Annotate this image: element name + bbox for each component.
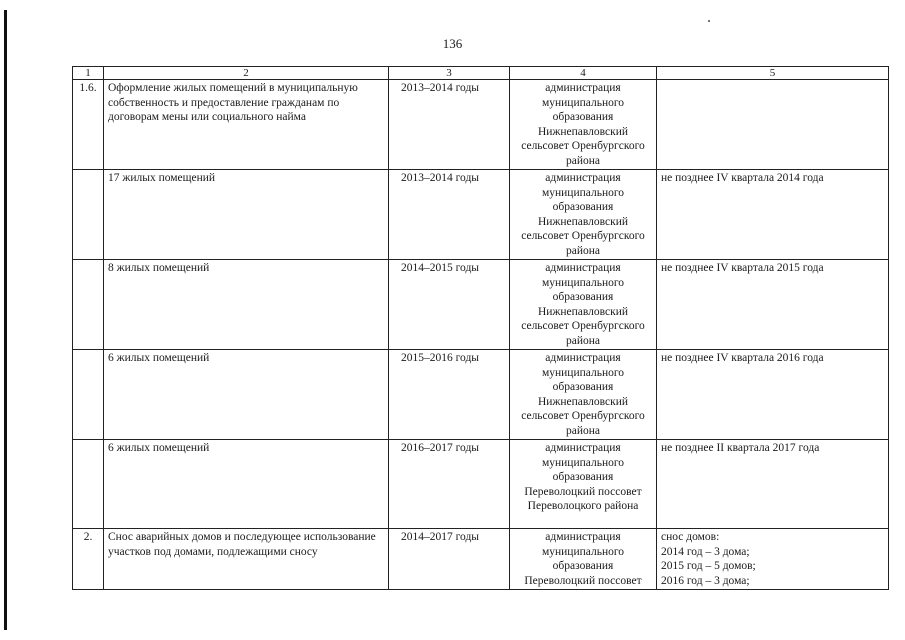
row-number-cell bbox=[73, 170, 104, 260]
executor-line: сельсовет Оренбургского bbox=[521, 410, 645, 422]
executor-cell bbox=[510, 80, 657, 170]
executor-cell bbox=[510, 170, 657, 260]
result-line: не позднее II квартала 2017 года bbox=[661, 442, 820, 454]
executor-line: Переволоцкого района bbox=[527, 500, 639, 512]
executor-line: сельсовет Оренбургского bbox=[521, 230, 645, 242]
executor-cell bbox=[510, 260, 657, 350]
row-number-cell bbox=[73, 260, 104, 350]
result-line: 2015 год – 5 домов; bbox=[661, 560, 756, 572]
executor-line: образования bbox=[552, 291, 614, 303]
table-row bbox=[73, 260, 889, 350]
result-cell bbox=[657, 440, 889, 529]
result-cell bbox=[657, 170, 889, 260]
result-line: не позднее IV квартала 2014 года bbox=[661, 172, 824, 184]
result-line: не позднее IV квартала 2015 года bbox=[661, 262, 824, 274]
table-row bbox=[73, 529, 889, 590]
row-number-cell bbox=[73, 440, 104, 529]
executor-line: Нижнепавловский bbox=[537, 305, 629, 318]
executor-line: администрация bbox=[545, 262, 621, 274]
executor-line: Переволоцкий поссовет bbox=[524, 485, 642, 498]
period-cell: 2014–2017 годы bbox=[389, 529, 510, 590]
result-cell bbox=[657, 260, 889, 350]
period-cell: 2013–2014 годы bbox=[389, 80, 510, 170]
executor-line: муниципального bbox=[541, 456, 625, 469]
result-line: снос домов: bbox=[661, 531, 720, 543]
period-cell: 2013–2014 годы bbox=[389, 170, 510, 260]
header-col-5: 5 bbox=[657, 67, 889, 80]
measures-table bbox=[72, 66, 889, 590]
executor-line: Нижнепавловский bbox=[537, 125, 629, 138]
description-cell: Оформление жилых помещений в муниципальную собственность и предоставление гражданам по договорам мены или социального найма bbox=[104, 80, 389, 170]
row-number-cell: 1.6. bbox=[73, 80, 104, 170]
description-cell: 6 жилых помещений bbox=[104, 440, 389, 529]
scan-edge-shadow bbox=[4, 10, 7, 630]
table-row bbox=[73, 170, 889, 260]
executor-line: Нижнепавловский bbox=[537, 215, 629, 228]
executor-line: муниципального bbox=[541, 366, 625, 379]
executor-line: района bbox=[565, 244, 601, 257]
executor-line: администрация bbox=[545, 82, 621, 94]
executor-line: муниципального bbox=[541, 276, 625, 289]
row-number-cell bbox=[73, 350, 104, 440]
executor-line: образования bbox=[552, 111, 614, 123]
executor-line: администрация bbox=[545, 442, 621, 454]
executor-line: администрация bbox=[545, 172, 621, 184]
executor-line: образования bbox=[552, 381, 614, 393]
description-cell: 17 жилых помещений bbox=[104, 170, 389, 260]
result-cell bbox=[657, 350, 889, 440]
description-cell: Снос аварийных домов и последующее использование участков под домами, подлежащими сносу bbox=[104, 529, 389, 590]
executor-line: сельсовет Оренбургского bbox=[521, 320, 645, 332]
executor-line: администрация bbox=[545, 352, 621, 364]
executor-line: района bbox=[565, 424, 601, 437]
table-header-row bbox=[73, 67, 889, 80]
header-col-4: 4 bbox=[510, 67, 657, 80]
header-col-2: 2 bbox=[104, 67, 389, 80]
description-cell: 6 жилых помещений bbox=[104, 350, 389, 440]
executor-line: Нижнепавловский bbox=[537, 395, 629, 408]
table-row bbox=[73, 440, 889, 529]
header-col-3: 3 bbox=[389, 67, 510, 80]
executor-line: образования bbox=[552, 471, 614, 483]
executor-line: района bbox=[565, 334, 601, 347]
executor-line: сельсовет Оренбургского bbox=[521, 140, 645, 152]
executor-cell bbox=[510, 529, 657, 590]
table-row bbox=[73, 80, 889, 170]
executor-line: муниципального bbox=[541, 96, 625, 109]
row-number-cell: 2. bbox=[73, 529, 104, 590]
executor-line: образования bbox=[552, 560, 614, 572]
executor-line: района bbox=[565, 154, 601, 167]
executor-line: Переволоцкий поссовет bbox=[524, 574, 642, 587]
executor-cell bbox=[510, 350, 657, 440]
period-cell: 2016–2017 годы bbox=[389, 440, 510, 529]
executor-line: муниципального bbox=[541, 186, 625, 199]
result-line: 2016 год – 3 дома; bbox=[661, 574, 750, 587]
table-row bbox=[73, 350, 889, 440]
header-col-1: 1 bbox=[73, 67, 104, 80]
result-cell bbox=[657, 80, 889, 170]
result-cell bbox=[657, 529, 889, 590]
executor-line: администрация bbox=[545, 531, 621, 543]
executor-line: муниципального bbox=[541, 545, 625, 558]
scan-speck bbox=[708, 20, 710, 22]
result-line: 2014 год – 3 дома; bbox=[661, 545, 750, 558]
result-line: не позднее IV квартала 2016 года bbox=[661, 352, 824, 364]
description-cell: 8 жилых помещений bbox=[104, 260, 389, 350]
executor-cell bbox=[510, 440, 657, 529]
page-number: 136 bbox=[442, 36, 463, 51]
executor-line: образования bbox=[552, 201, 614, 213]
period-cell: 2015–2016 годы bbox=[389, 350, 510, 440]
period-cell: 2014–2015 годы bbox=[389, 260, 510, 350]
